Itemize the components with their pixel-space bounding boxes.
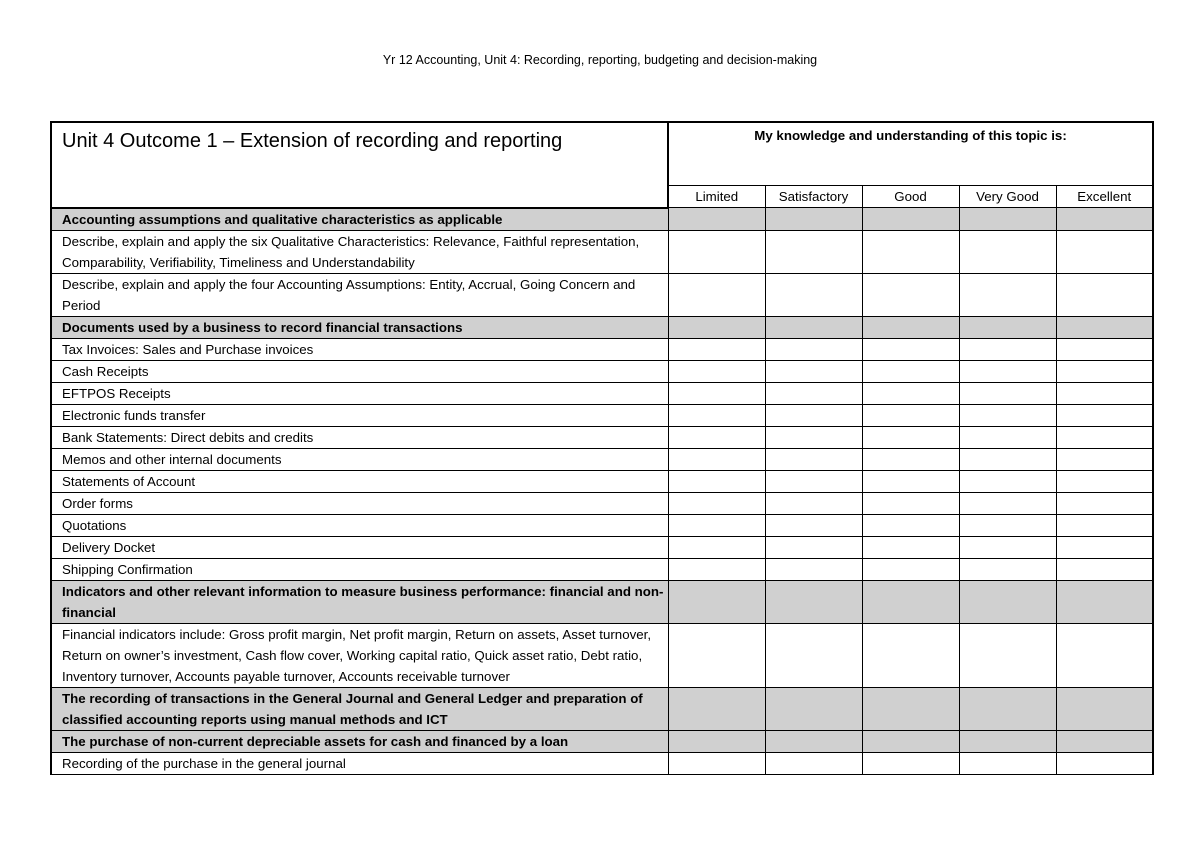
section-heading: The purchase of non-current depreciable assets for cash and financed by a loan [51,730,668,752]
rating-cell[interactable] [765,360,862,382]
topic-text: Statements of Account [51,470,668,492]
rating-cell [959,208,1056,231]
rating-cell[interactable] [765,536,862,558]
topic-text: Tax Invoices: Sales and Purchase invoices [51,338,668,360]
rating-cell [765,208,862,231]
topic-text: Describe, explain and apply the six Qualitative Characteristics: Relevance, Faithful representation, Comparability, Verifiability, Timeliness and Understandability [51,230,668,273]
rating-cell[interactable] [862,492,959,514]
rating-cell[interactable] [959,514,1056,536]
rating-cell[interactable] [862,514,959,536]
table-row [51,752,1153,774]
rating-cell [765,730,862,752]
topic-text: Financial indicators include: Gross profit margin, Net profit margin, Return on assets, Asset turnover, Return on owner’s investment, Cash flow cover, Working capital ratio, Quick asset ratio, Debt ratio, Inventory turnover, Accounts payable turnover, Accounts receivable turnover [51,623,668,687]
rating-cell[interactable] [668,492,765,514]
rating-cell[interactable] [1056,273,1153,316]
rating-cell[interactable] [862,426,959,448]
section-heading: The recording of transactions in the General Journal and General Ledger and preparation of classified accounting reports using manual methods and ICT [51,687,668,730]
rating-cell[interactable] [862,623,959,687]
rating-cell[interactable] [1056,426,1153,448]
rating-cell[interactable] [959,558,1056,580]
rating-cell[interactable] [668,623,765,687]
rating-cell[interactable] [959,448,1056,470]
rating-cell[interactable] [1056,404,1153,426]
rating-cell[interactable] [862,470,959,492]
rating-cell[interactable] [862,558,959,580]
section-row [51,208,1153,231]
section-row [51,580,1153,623]
rating-cell[interactable] [959,470,1056,492]
rating-cell[interactable] [959,360,1056,382]
rating-cell[interactable] [765,404,862,426]
rating-cell[interactable] [959,273,1056,316]
rating-cell[interactable] [668,230,765,273]
rating-cell[interactable] [1056,230,1153,273]
topic-text: Quotations [51,514,668,536]
rating-cell[interactable] [862,273,959,316]
self-assessment-table [50,121,1154,775]
rating-cell[interactable] [1056,558,1153,580]
topic-text: Delivery Docket [51,536,668,558]
rating-cell[interactable] [862,752,959,774]
rating-cell[interactable] [862,404,959,426]
table-title: Unit 4 Outcome 1 – Extension of recording and reporting [51,122,668,208]
table-row [51,558,1153,580]
rating-cell[interactable] [765,514,862,536]
rating-cell[interactable] [668,382,765,404]
rating-cell[interactable] [959,404,1056,426]
table-row [51,623,1153,687]
rating-cell[interactable] [959,230,1056,273]
rating-cell[interactable] [1056,623,1153,687]
rating-cell[interactable] [765,273,862,316]
table-row [51,404,1153,426]
table-row [51,426,1153,448]
rating-cell[interactable] [668,360,765,382]
rating-cell [668,316,765,338]
rating-cell[interactable] [765,492,862,514]
rating-cell[interactable] [1056,752,1153,774]
rating-cell[interactable] [959,752,1056,774]
page-header: Yr 12 Accounting, Unit 4: Recording, reporting, budgeting and decision-making [382,53,818,67]
topic-text: Shipping Confirmation [51,558,668,580]
rating-cell [862,208,959,231]
table-row [51,514,1153,536]
rating-label-excellent: Excellent [1056,186,1153,208]
section-row [51,730,1153,752]
rating-cell [1056,208,1153,231]
topic-text: Cash Receipts [51,360,668,382]
rating-cell[interactable] [668,404,765,426]
rating-cell[interactable] [959,492,1056,514]
table-row [51,448,1153,470]
section-heading: Indicators and other relevant information to measure business performance: financial and non-financial [51,580,668,623]
rating-cell[interactable] [1056,360,1153,382]
rating-cell[interactable] [668,448,765,470]
rating-cell[interactable] [765,426,862,448]
section-row [51,316,1153,338]
rating-cell[interactable] [862,338,959,360]
rating-cell[interactable] [1056,492,1153,514]
table-row [51,230,1153,273]
table-row [51,536,1153,558]
topic-text: Describe, explain and apply the four Accounting Assumptions: Entity, Accrual, Going Concern and Period [51,273,668,316]
rating-cell[interactable] [765,623,862,687]
rating-cell [862,580,959,623]
topic-text: EFTPOS Receipts [51,382,668,404]
rating-cell[interactable] [668,338,765,360]
rating-cell[interactable] [668,558,765,580]
rating-cell[interactable] [765,558,862,580]
rating-cell [765,687,862,730]
rating-cell [765,316,862,338]
table-row [51,338,1153,360]
rating-cell[interactable] [765,470,862,492]
rating-cell [1056,580,1153,623]
rating-cell [668,730,765,752]
topic-text: Recording of the purchase in the general journal [51,752,668,774]
rating-cell[interactable] [862,448,959,470]
rating-cell[interactable] [668,514,765,536]
topic-text: Electronic funds transfer [51,404,668,426]
rating-cell [668,580,765,623]
rating-cell [765,580,862,623]
rating-cell [862,730,959,752]
rating-cell [1056,730,1153,752]
rating-label-satisfactory: Satisfactory [765,186,862,208]
rating-cell[interactable] [1056,338,1153,360]
table-row [51,470,1153,492]
rating-cell [959,580,1056,623]
rating-cell[interactable] [862,360,959,382]
rating-cell[interactable] [668,752,765,774]
section-heading: Accounting assumptions and qualitative characteristics as applicable [51,208,668,231]
table-title-row [51,122,1153,186]
rating-cell [959,687,1056,730]
rating-cell[interactable] [1056,470,1153,492]
rating-label-good: Good [862,186,959,208]
rating-cell[interactable] [765,448,862,470]
rating-cell[interactable] [959,382,1056,404]
table-row [51,382,1153,404]
rating-cell[interactable] [959,338,1056,360]
rating-label-very-good: Very Good [959,186,1056,208]
rating-cell[interactable] [1056,536,1153,558]
rating-cell[interactable] [959,536,1056,558]
rating-cell[interactable] [959,426,1056,448]
rating-label-limited: Limited [668,186,765,208]
rating-cell [1056,316,1153,338]
table-row [51,360,1153,382]
rating-cell [862,316,959,338]
section-heading: Documents used by a business to record financial transactions [51,316,668,338]
rating-cell[interactable] [862,230,959,273]
rating-cell[interactable] [668,536,765,558]
rating-cell [1056,687,1153,730]
topic-text: Order forms [51,492,668,514]
table-row [51,492,1153,514]
rating-cell[interactable] [959,623,1056,687]
rating-cell[interactable] [765,752,862,774]
rating-cell[interactable] [1056,514,1153,536]
rating-cell [959,730,1056,752]
rating-cell [668,687,765,730]
rating-cell[interactable] [765,338,862,360]
rating-cell[interactable] [1056,382,1153,404]
rating-cell [668,208,765,231]
rating-cell[interactable] [668,470,765,492]
rating-cell[interactable] [765,382,862,404]
rating-cell[interactable] [862,536,959,558]
rating-cell[interactable] [668,273,765,316]
section-row [51,687,1153,730]
rating-cell[interactable] [668,426,765,448]
topic-text: Memos and other internal documents [51,448,668,470]
table-row [51,273,1153,316]
rating-cell [959,316,1056,338]
rating-heading: My knowledge and understanding of this topic is: [668,122,1153,186]
topic-text: Bank Statements: Direct debits and credits [51,426,668,448]
rating-cell[interactable] [1056,448,1153,470]
rating-cell[interactable] [862,382,959,404]
rating-cell[interactable] [765,230,862,273]
rating-cell [862,687,959,730]
